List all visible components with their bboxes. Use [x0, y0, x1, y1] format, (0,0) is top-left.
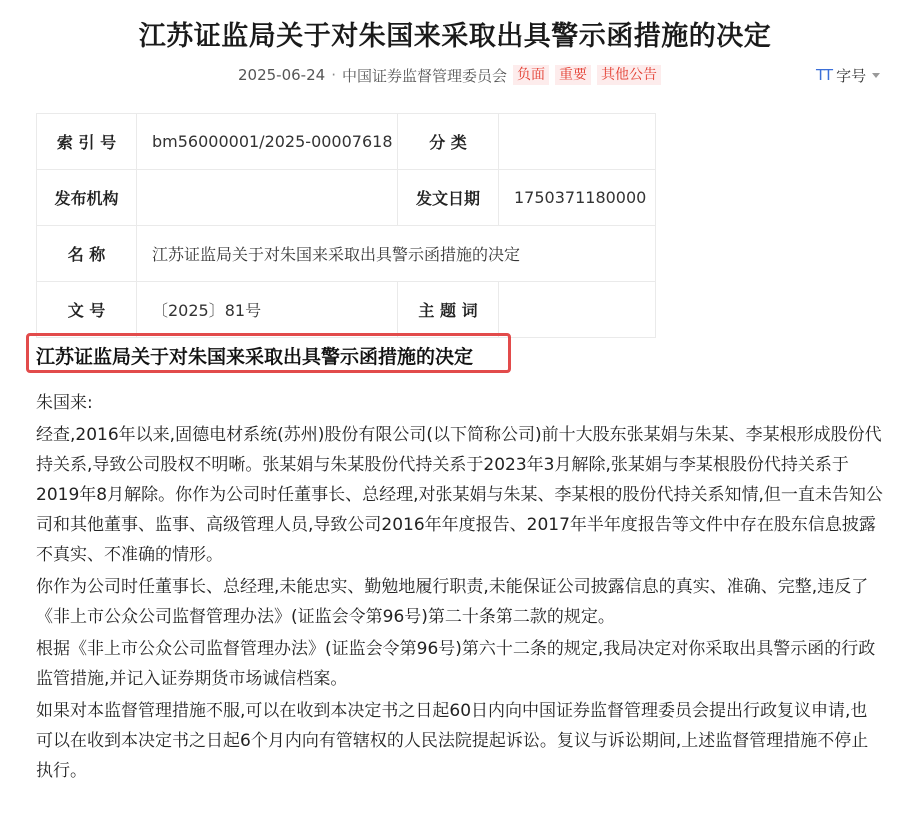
font-size-label: 字号 [836, 66, 867, 85]
article-headline: 江苏证监局关于对朱国来采取出具警示函措施的决定 [36, 346, 474, 368]
source-link[interactable]: 中国证券监督管理委员会 [341, 66, 507, 85]
table-row [37, 282, 656, 338]
publisher-label: 发布机构 [37, 170, 137, 226]
chevron-down-icon [872, 73, 880, 78]
issue-date-label: 发文日期 [398, 170, 499, 226]
article-paragraph: 经查,2016年以来,固德电材系统(苏州)股份有限公司(以下简称公司)前十大股东张某娟与朱某、李某根形成股份代持关系,导致公司股权不明晰。张某娟与朱某股份代持关系于2023年3月解除,张某娟与李某根股份代持关系于2019年8月解除。你作为公司时任董事长、总经理,对张某娟与朱某、李某根的股份代持关系知情,但一直未告知公司和其他董事、监事、高级管理人员,导致公司2016年年度报告、2017年半年度报告等文件中存在股东信息披露不真实、不准确的情形。 [36, 425, 883, 565]
category-value [499, 114, 656, 170]
article-paragraph: 如果对本监督管理措施不服,可以在收到本决定书之日起60日内向中国证券监督管理委员会提出行政复议申请,也可以在收到本决定书之日起6个月内向有管辖权的人民法院提起诉讼。复议与诉讼期间,上述监督管理措施不停止执行。 [36, 701, 869, 781]
tag-badge-other[interactable]: 其他公告 [597, 65, 661, 85]
font-size-control[interactable] [816, 64, 880, 86]
meta-line [238, 64, 661, 86]
publish-date: 2025-06-24 [238, 66, 326, 84]
index-value: bm56000001/2025-00007618 [137, 114, 398, 170]
article-paragraph: 根据《非上市公众公司监督管理办法》(证监会令第96号)第六十二条的规定,我局决定对你采取出具警示函的行政监管措施,并记入证券期货市场诚信档案。 [36, 639, 876, 689]
info-table [36, 113, 656, 338]
article-body [36, 388, 884, 788]
article-paragraph: 朱国来: [36, 393, 93, 413]
subject-value [499, 282, 656, 338]
table-row [37, 114, 656, 170]
tag-badge-negative[interactable]: 负面 [513, 65, 549, 85]
name-value: 江苏证监局关于对朱国来采取出具警示函措施的决定 [137, 226, 656, 282]
meta-separator: · [331, 66, 336, 84]
subject-label: 主 题 词 [398, 282, 499, 338]
index-label: 索 引 号 [37, 114, 137, 170]
issue-date-value: 1750371180000 [499, 170, 656, 226]
name-label: 名 称 [37, 226, 137, 282]
page-title: 江苏证监局关于对朱国来采取出具警示函措施的决定 [138, 21, 772, 52]
table-row [37, 226, 656, 282]
table-row [37, 170, 656, 226]
doc-number-value: 〔2025〕81号 [137, 282, 398, 338]
publisher-value [137, 170, 398, 226]
doc-number-label: 文 号 [37, 282, 137, 338]
font-size-icon: TT [816, 66, 833, 84]
article-paragraph: 你作为公司时任董事长、总经理,未能忠实、勤勉地履行职责,未能保证公司披露信息的真实、准确、完整,违反了《非上市公众公司监督管理办法》(证监会令第96号)第二十条第二款的规定。 [36, 577, 869, 627]
tag-badge-important[interactable]: 重要 [555, 65, 591, 85]
category-label: 分 类 [398, 114, 499, 170]
